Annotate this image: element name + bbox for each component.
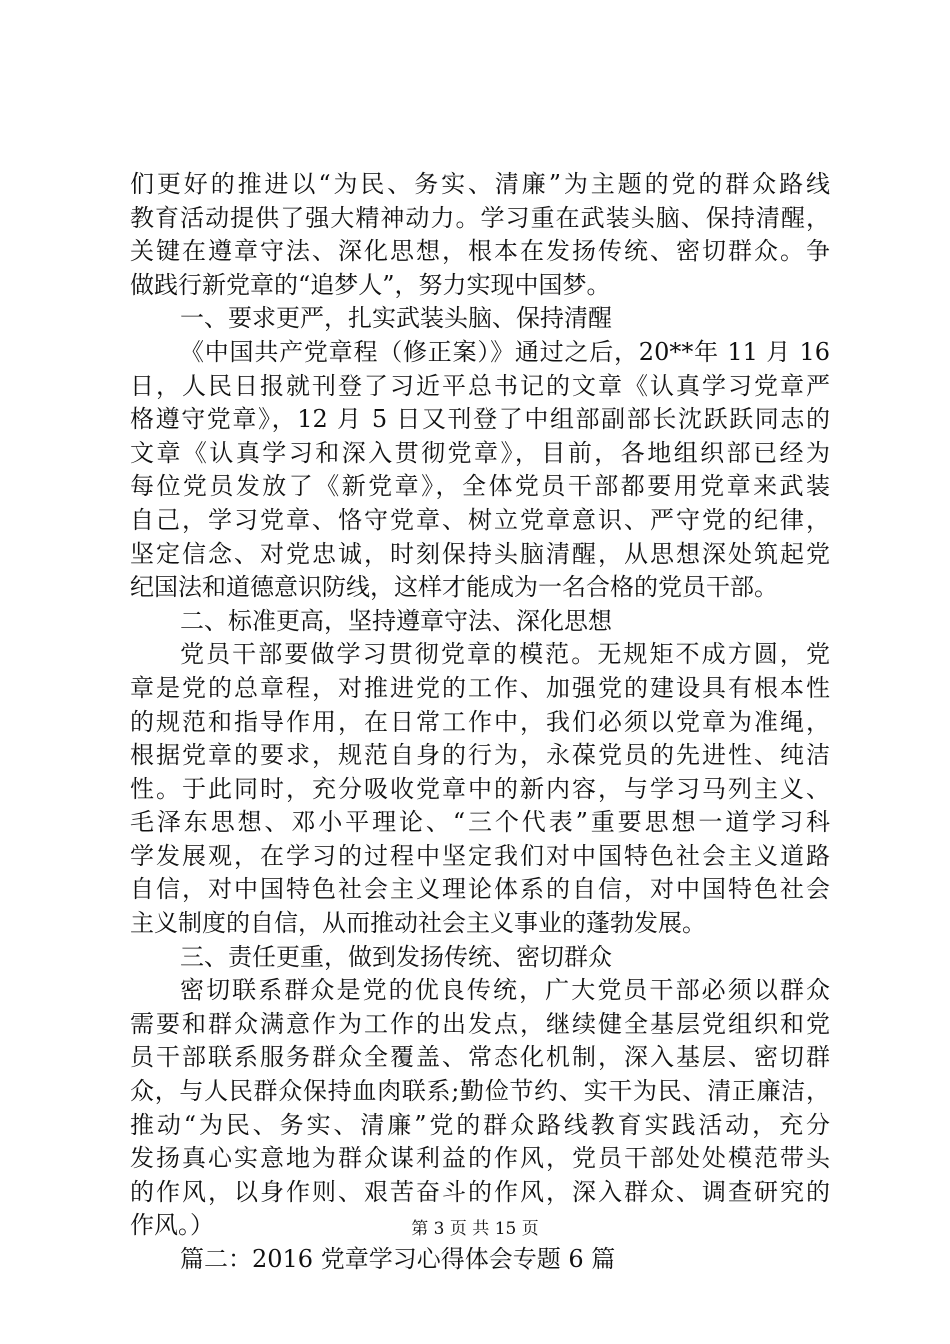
text-line: 的规范和指导作用，在日常工作中，我们必须以党章为准绳， [130,707,830,736]
text-line: 学发展观，在学习的过程中坚定我们对中国特色社会主义道路 [130,841,830,870]
text-line: 员干部联系服务群众全覆盖、常态化机制，深入基层、密切群 [130,1043,830,1072]
text-line: 密切联系群众是党的优良传统，广大党员干部必须以群众 [180,976,830,1005]
text-line: 日，人民日报就刊登了习近平总书记的文章《认真学习党章严 [130,371,830,400]
text-line: 推动“为民、务实、清廉”党的群众路线教育实践活动，充分 [130,1110,830,1139]
text-line: 坚定信念、对党忠诚，时刻保持头脑清醒，从思想深处筑起党 [130,539,830,568]
text-line: 每位党员发放了《新党章》，全体党员干部都要用党章来武装 [130,472,830,501]
text-line: 发扬真心实意地为群众谋利益的作风，党员干部处处模范带头 [130,1144,830,1173]
text-line: 纪国法和道德意识防线，这样才能成为一名合格的党员干部。 [130,573,778,602]
text-line: 众，与人民群众保持血肉联系;勤俭节约、实干为民、清正廉洁， [130,1077,830,1106]
text-line: 自信，对中国特色社会主义理论体系的自信，对中国特色社会 [130,875,830,904]
text-line: 三、责任更重，做到发扬传统、密切群众 [180,942,612,971]
text-line: 根据党章的要求，规范自身的行为，永葆党员的先进性、纯洁 [130,741,830,770]
text-line: 文章《认真学习和深入贯彻党章》，目前，各地组织部已经为 [130,438,830,467]
text-line: 性。于此同时，充分吸收党章中的新内容，与学习马列主义、 [130,774,830,803]
text-line: 毛泽东思想、邓小平理论、“三个代表”重要思想一道学习科 [130,808,830,837]
text-line: 需要和群众满意作为工作的出发点，继续健全基层党组织和党 [130,1009,830,1038]
text-line: 主义制度的自信，从而推动社会主义事业的蓬勃发展。 [130,909,706,938]
text-line: 格遵守党章》，12 月 5 日又刊登了中组部副部长沈跃跃同志的 [130,405,830,434]
text-line: 自己，学习党章、恪守党章、树立党章意识、严守党的纪律， [130,505,830,534]
text-line: 们更好的推进以“为民、务实、清廉”为主题的党的群众路线 [130,170,830,198]
text-line: 二、标准更高，坚持遵章守法、深化思想 [180,606,612,635]
document-body [130,168,830,1277]
text-line: 做践行新党章的“追梦人”，努力实现中国梦。 [130,270,611,299]
text-line: 的作风，以身作则、艰苦奋斗的作风，深入群众、调查研究的 [130,1177,830,1206]
text-line: 章是党的总章程，对推进党的工作、加强党的建设具有根本性 [130,673,830,702]
text-line: 关键在遵章守法、深化思想，根本在发扬传统、密切群众。争 [130,237,830,266]
text-line: 党员干部要做学习贯彻党章的模范。无规矩不成方圆，党 [180,640,830,669]
text-line: 作风。） [130,1211,214,1240]
text-line: 一、要求更严，扎实武装头脑、保持清醒 [180,304,612,333]
text-line: 教育活动提供了强大精神动力。学习重在武装头脑、保持清醒， [130,203,830,232]
text-line: 《中国共产党章程（修正案）》通过之后，20**年 11 月 16 [180,337,830,366]
text-line: 篇二：2016 党章学习心得体会专题 6 篇 [180,1245,616,1273]
page-footer: 第 3 页 共 15 页 [411,1219,539,1239]
